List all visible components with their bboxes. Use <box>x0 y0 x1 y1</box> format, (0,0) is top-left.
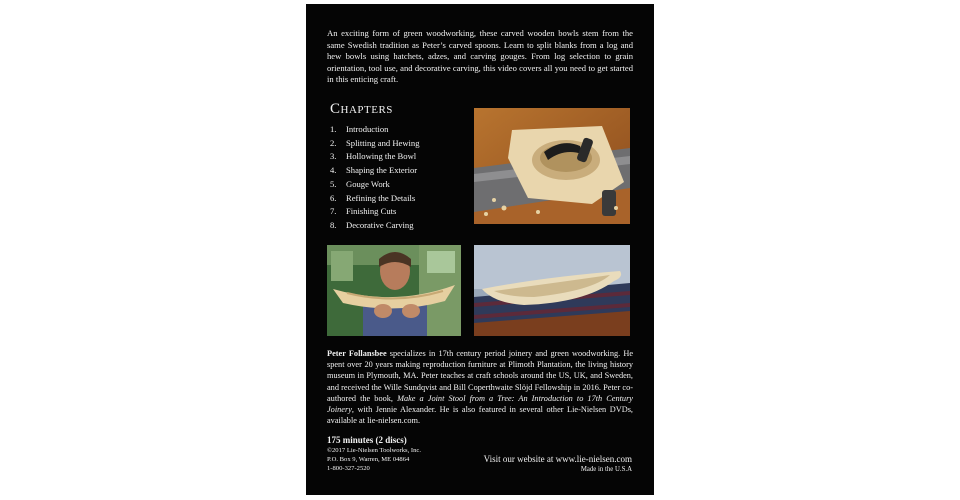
book-title: Make a Joint Stool from a Tree: An Introduction to 17th Century Joinery <box>327 393 633 415</box>
chapter-item <box>330 219 420 233</box>
chapter-number: 8. <box>330 219 337 230</box>
intro-paragraph: An exciting form of green woodworking, these carved wooden bowls stem from the same Swedish tradition as Peter’s carved spoons. Learn to split blanks from a log and hew bowls using hatchets, adzes, and carving gouges. From log selection to grain orientation, tool use, and decorative carving, this video covers all you need to get started in this enticing craft. <box>327 28 633 85</box>
bio-text: specializes in 17th century period joinery and green woodworking. He spent over 20 years making reproduction furniture at Plimoth Plantation, the living history museum in Plymouth, MA. Peter teaches at craft schools around the US, UK, and Sweden, and received the Wille Sundqvist and Bill Coperthwaite Slöjd Fellowship in 2016. Peter co-authored the book, <box>327 349 633 403</box>
chapter-number: 1. <box>330 124 337 134</box>
chapter-number: 6. <box>330 192 337 203</box>
chapter-label: Finishing Cuts <box>346 206 397 217</box>
chapter-item <box>330 178 420 192</box>
chapter-list <box>330 123 420 233</box>
chapter-number: 2. <box>330 137 337 148</box>
chapter-label: Splitting and Hewing <box>346 137 420 148</box>
runtime-label: 175 minutes (2 discs) <box>327 435 407 445</box>
chapter-label: Gouge Work <box>346 178 390 189</box>
contact-block <box>327 446 421 474</box>
bowl-on-bench-photo <box>474 108 630 224</box>
chapter-item <box>330 205 420 219</box>
chapter-number: 3. <box>330 151 337 162</box>
made-in-text: Made in the U.S.A <box>580 466 632 473</box>
bio-text-end: , with Jennie Alexander. He is also featured in several other Lie-Nielsen DVDs, available at lie-nielsen.com. <box>327 405 633 426</box>
chapter-number: 5. <box>330 178 337 189</box>
chapter-item <box>330 150 420 164</box>
chapter-label: Introduction <box>346 124 389 134</box>
chapter-number: 4. <box>330 165 337 176</box>
copyright-text: ©2017 Lie-Nielsen Toolworks, Inc. <box>327 447 421 454</box>
chapter-label: Shaping the Exterior <box>346 165 418 176</box>
chapter-item <box>330 192 420 206</box>
dvd-back-cover <box>306 4 654 495</box>
address-text: P.O. Box 9, Warren, ME 04864 <box>327 456 410 464</box>
chapter-item <box>330 137 420 151</box>
author-bio <box>327 348 633 426</box>
author-name: Peter Follansbee <box>327 349 387 358</box>
carver-holding-bowl-photo <box>327 245 461 336</box>
chapter-label: Hollowing the Bowl <box>346 151 417 162</box>
chapter-label: Decorative Carving <box>346 219 414 230</box>
chapter-item <box>330 123 420 137</box>
phone-text: 1-800-327-2520 <box>327 465 370 473</box>
finished-bowl-photo <box>474 245 630 336</box>
chapters-heading: Chapters <box>330 101 393 117</box>
website-text: Visit our website at www.lie-nielsen.com <box>483 454 632 464</box>
chapter-number: 7. <box>330 206 337 217</box>
chapter-label: Refining the Details <box>346 192 416 203</box>
chapter-item <box>330 164 420 178</box>
